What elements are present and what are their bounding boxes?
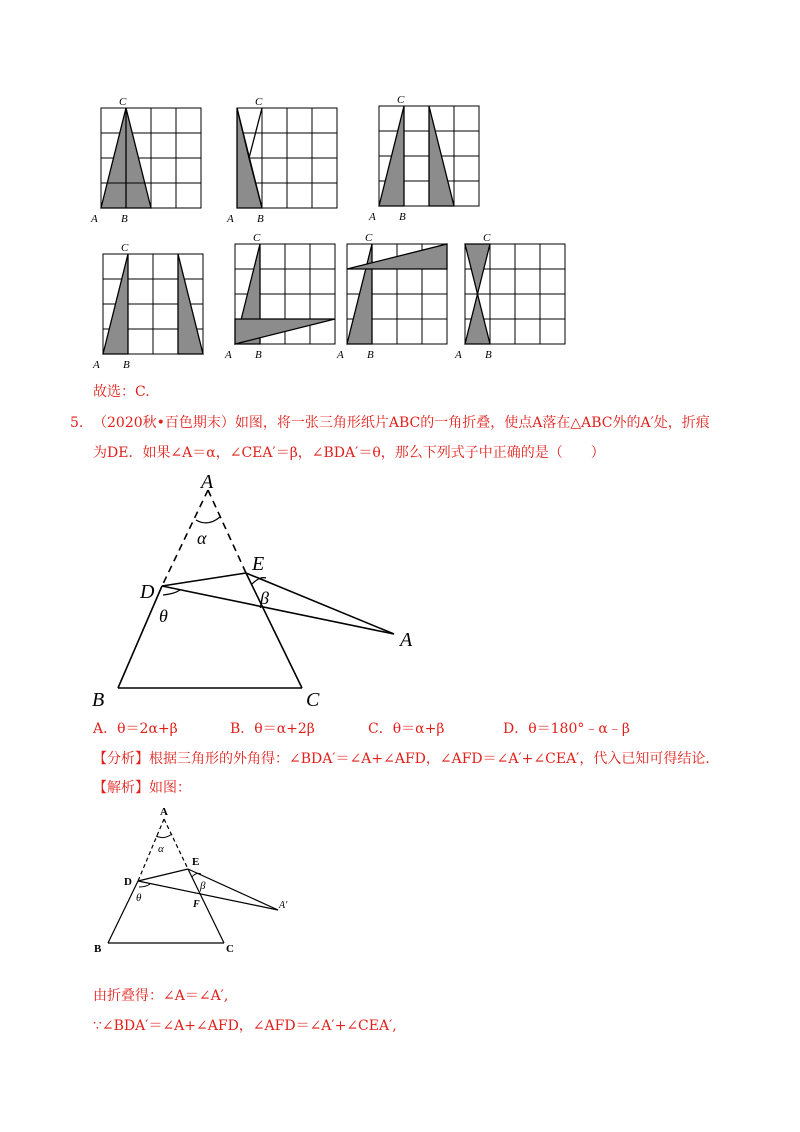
- label-c: C: [483, 232, 491, 244]
- grid-figure-3: [366, 90, 486, 226]
- label-b: B: [94, 943, 102, 955]
- fold-figure-large: [80, 470, 440, 710]
- label-a: A: [227, 213, 234, 225]
- label-a: A: [93, 359, 100, 371]
- fold-figure-small: [86, 800, 306, 966]
- option-b: B．θ＝α+2β: [230, 721, 315, 737]
- label-c: C: [365, 232, 373, 244]
- label-a-prime: A: [400, 629, 413, 651]
- question-line-2: 为DE．如果∠A＝α，∠CEA′＝β，∠BDA′＝θ，那么下列式子中正确的是（ ）: [93, 445, 605, 461]
- answer-prev: 故选：C.: [93, 384, 150, 400]
- label-c: C: [226, 943, 234, 955]
- label-beta: β: [200, 880, 206, 892]
- label-b: B: [92, 689, 105, 710]
- label-c: C: [119, 96, 127, 108]
- label-b: B: [257, 213, 264, 225]
- label-d: D: [124, 876, 132, 888]
- label-theta: θ: [136, 892, 142, 904]
- label-a: A: [201, 471, 214, 493]
- label-a: A: [225, 349, 232, 361]
- label-b: B: [367, 349, 374, 361]
- label-c: C: [121, 242, 129, 254]
- option-a: A．θ＝2α+β: [93, 721, 178, 737]
- grid-figure-5: [222, 228, 342, 364]
- label-e: E: [192, 856, 200, 868]
- analysis: [93, 749, 719, 769]
- step-1: 由折叠得：∠A＝∠A′,: [93, 988, 229, 1004]
- label-c: C: [397, 94, 405, 106]
- option-d: D．θ＝180°﹣α﹣β: [503, 721, 630, 737]
- label-b: B: [255, 349, 262, 361]
- question-number: 5.: [70, 415, 84, 431]
- label-a: A: [160, 806, 168, 818]
- grid-figure-1: [88, 92, 208, 228]
- analysis-text: 根据三角形的外角得：∠BDA′＝∠A+∠AFD，∠AFD＝∠A′+∠CEA′，代入已知可得结论．: [149, 751, 720, 767]
- grid-figure-2: [224, 92, 344, 228]
- label-a: A: [91, 213, 98, 225]
- label-c: C: [306, 689, 320, 710]
- label-a: A: [337, 349, 344, 361]
- label-b: B: [121, 213, 128, 225]
- analysis-tag: 【分析】: [93, 751, 149, 767]
- label-a: A: [369, 211, 376, 223]
- solution: [93, 778, 191, 798]
- label-a: A: [455, 349, 462, 361]
- grid-figure-7: [452, 228, 572, 364]
- label-b: B: [123, 359, 130, 371]
- label-theta: θ: [159, 606, 168, 626]
- question-line-1: （2020秋•百色期末）如图，将一张三角形纸片ABC的一角折叠，使点A落在△ABC外的A′处，折痕: [93, 415, 710, 431]
- label-a-prime: A': [279, 900, 288, 911]
- solution-text: 如图：: [149, 780, 191, 796]
- label-d: D: [140, 581, 155, 603]
- label-f: F: [193, 899, 200, 910]
- label-b: B: [485, 349, 492, 361]
- label-c: C: [253, 232, 261, 244]
- grid-figure-6: [334, 228, 454, 364]
- label-alpha: α: [197, 528, 207, 548]
- solution-tag: 【解析】: [93, 780, 149, 796]
- label-beta: β: [260, 588, 269, 608]
- option-c: C．θ＝α+β: [368, 721, 445, 737]
- grid-figure-4: [90, 238, 220, 374]
- step-2: ∵∠BDA′＝∠A+∠AFD，∠AFD＝∠A′+∠CEA′,: [93, 1018, 397, 1034]
- label-b: B: [399, 211, 406, 223]
- label-e: E: [252, 553, 265, 575]
- label-alpha: α: [158, 843, 164, 855]
- label-c: C: [255, 96, 263, 108]
